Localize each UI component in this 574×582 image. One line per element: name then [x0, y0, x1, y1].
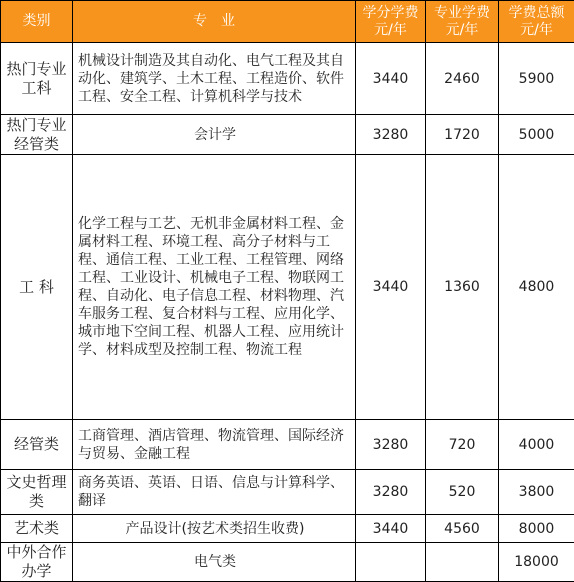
row-credit-fee-cell: 3440: [356, 515, 426, 543]
row-major-fee-cell: 1360: [426, 155, 499, 420]
table-row: [1, 155, 574, 420]
header-credit-fee: [356, 1, 426, 43]
header-total-fee-unit: 元/年: [501, 22, 572, 39]
row-major-fee-cell: 2460: [426, 43, 499, 115]
row-major-fee-cell: 4560: [426, 515, 499, 543]
row-credit-fee-cell: 3440: [356, 155, 426, 420]
row-category-cell: 艺术类: [1, 515, 73, 543]
row-credit-fee-cell: [356, 543, 426, 582]
row-major-fee-cell: [426, 543, 499, 582]
row-majors-cell: 化学工程与工艺、无机非金属材料工程、金属材料工程、环境工程、高分子材料与工程、通信工程、工业工程、工程管理、网络工程、工业设计、机械电子工程、物联网工程、自动化、电子信息工程、材料物理、汽车服务工程、复合材料与工程、应用化学、城市地下空间工程、机器人工程、应用统计学、材料成型及控制工程、物流工程: [73, 155, 356, 420]
row-total-fee-cell: 4800: [499, 155, 574, 420]
row-credit-fee-cell: 3280: [356, 470, 426, 515]
table-row: [1, 515, 574, 543]
header-major-fee-label: 专业学费: [428, 5, 496, 22]
row-category-cell: 热门专业经管类: [1, 115, 73, 155]
row-majors-cell: 会计学: [73, 115, 356, 155]
header-category-label: 类别: [23, 13, 51, 29]
row-total-fee-cell: 5000: [499, 115, 574, 155]
row-category-cell: 中外合作办学: [1, 543, 73, 582]
table-row: [1, 470, 574, 515]
row-category-cell: 文史哲理类: [1, 470, 73, 515]
row-category-cell: 热门专业工科: [1, 43, 73, 115]
header-category: [1, 1, 73, 43]
row-major-fee-cell: 1720: [426, 115, 499, 155]
row-total-fee-cell: 3800: [499, 470, 574, 515]
row-majors-cell: 工商管理、酒店管理、物流管理、国际经济与贸易、金融工程: [73, 420, 356, 470]
row-total-fee-cell: 4000: [499, 420, 574, 470]
row-majors-cell: 机械设计制造及其自动化、电气工程及其自动化、建筑学、土木工程、工程造价、软件工程、安全工程、计算机科学与技术: [73, 43, 356, 115]
header-major-fee: [426, 1, 499, 43]
header-total-fee-label: 学费总额: [501, 5, 572, 22]
row-credit-fee-cell: 3280: [356, 115, 426, 155]
header-major-fee-unit: 元/年: [428, 22, 496, 39]
header-major: [73, 1, 356, 43]
header-row: [1, 1, 574, 43]
row-major-fee-cell: 520: [426, 470, 499, 515]
table-row: [1, 43, 574, 115]
row-category-cell: 工 科: [1, 155, 73, 420]
row-total-fee-cell: 18000: [499, 543, 574, 582]
row-total-fee-cell: 5900: [499, 43, 574, 115]
table-row: [1, 543, 574, 582]
row-majors-cell: 产品设计(按艺术类招生收费): [73, 515, 356, 543]
row-credit-fee-cell: 3440: [356, 43, 426, 115]
header-credit-fee-unit: 元/年: [358, 22, 423, 39]
row-majors-cell: 商务英语、英语、日语、信息与计算科学、翻译: [73, 470, 356, 515]
table-row: [1, 420, 574, 470]
row-credit-fee-cell: 3280: [356, 420, 426, 470]
row-total-fee-cell: 8000: [499, 515, 574, 543]
row-major-fee-cell: 720: [426, 420, 499, 470]
row-majors-cell: 电气类: [73, 543, 356, 582]
header-major-label: 专 业: [193, 13, 235, 29]
header-total-fee: [499, 1, 574, 43]
table-row: [1, 115, 574, 155]
row-category-cell: 经管类: [1, 420, 73, 470]
header-credit-fee-label: 学分学费: [358, 5, 423, 22]
